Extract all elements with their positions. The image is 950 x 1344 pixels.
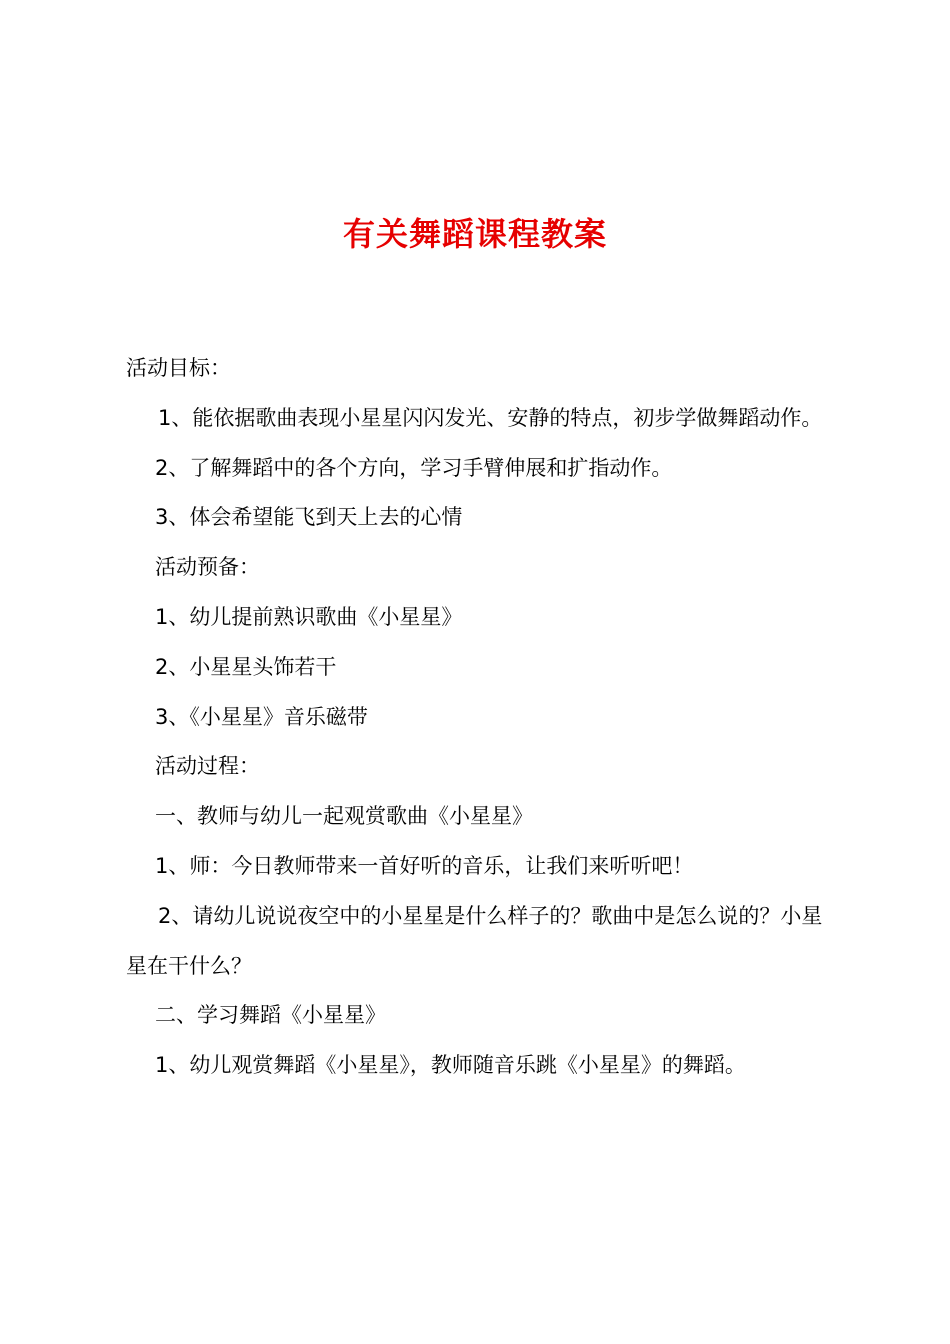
- objective-item: 2、了解舞蹈中的各个方向，学习手臂伸展和扩指动作。: [155, 455, 673, 480]
- process-step: 二、学习舞蹈《小星星》: [155, 1003, 386, 1028]
- section-heading-objectives: 活动目标：: [126, 356, 231, 380]
- objective-item: 3、体会希望能飞到天上去的心情: [155, 505, 463, 530]
- preparation-item: 3、《小星星》音乐磁带: [155, 704, 368, 729]
- process-step: 2、请幼儿说说夜空中的小星星是什么样子的？歌曲中是怎么说的？小星星在干什么？: [126, 903, 823, 978]
- document-title: 有关舞蹈课程教案: [342, 215, 607, 253]
- process-step: 1、幼儿观赏舞蹈《小星星》，教师随音乐跳《小星星》的舞蹈。: [155, 1053, 746, 1078]
- document-body: [126, 344, 838, 1091]
- preparation-item: 2、小星星头饰若干: [155, 654, 337, 679]
- objective-item: 1、能依据歌曲表现小星星闪闪发光、安静的特点，初步学做舞蹈动作。: [158, 405, 823, 430]
- process-step: 一、教师与幼儿一起观赏歌曲《小星星》: [155, 804, 533, 829]
- section-heading-preparation: 活动预备：: [155, 555, 260, 580]
- section-heading-process: 活动过程：: [155, 754, 260, 779]
- process-step: 1、师：今日教师带来一首好听的音乐，让我们来听听吧！: [155, 853, 694, 878]
- preparation-item: 1、幼儿提前熟识歌曲《小星星》: [155, 604, 463, 629]
